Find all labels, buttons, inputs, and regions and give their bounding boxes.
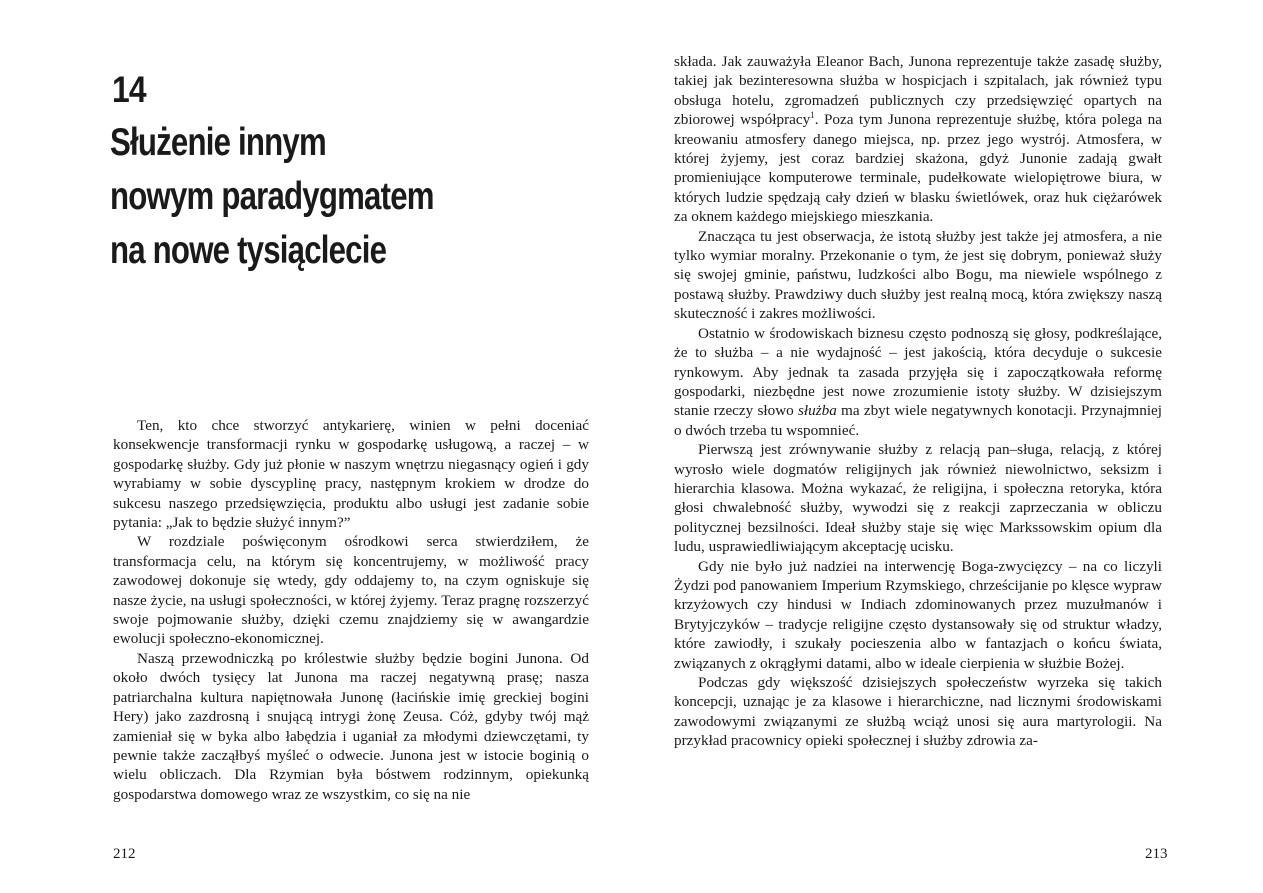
paragraph	[674, 324, 1162, 440]
paragraph-text: Ostatnio w środowiskach biznesu często podnoszą się głosy, podkreślające, że to służba – a nie wydajność – jest jakością, która decyduje o sukcesie rynkowym. Aby jednak ta zasada przyjęła się i zapoczątkowała reformę gospodarki, niezbędne jest nowe zrozumienie istoty służby. W dzisiejszym stanie rzeczy słowo	[674, 324, 1162, 420]
footnote-mark[interactable]: 1	[810, 110, 815, 121]
page-number-left: 212	[113, 846, 136, 862]
left-page	[0, 0, 631, 893]
paragraph: W rozdziale poświęconym ośrodkowi serca stwierdziłem, że transformacja celu, na którym się koncentrujemy, w możliwość pracy zawodowej dokonuje się wtedy, gdy oddajemy to, na czym ogniskuje się nasze życie, na usługi społeczności, w której żyjemy. Teraz pragnę rozszerzyć swoje pojmowanie służby, dzięki czemu znajdziemy się w awangardzie ewolucji społeczno-ekonomicznej.	[113, 533, 589, 648]
paragraph-text: składa. Jak zauważyła Eleanor Bach, Junona reprezentuje także zasadę służby, takiej jak bezinteresowna służba w hospicjach i szpitalach, jak również typu obsługa hotelu, zgromadzeń publicznych czy przedsięwzięć opartych na zbiorowej współpracy	[674, 53, 1162, 129]
chapter-title-line-1: Służenie innym	[110, 121, 326, 164]
chapter-title	[110, 116, 478, 278]
paragraph: Znacząca tu jest obserwacja, że istotą służby jest także jej atmosfera, a nie tylko wymiar moralny. Przekonanie o tym, że jest się dobrym, ponieważ służy się swojej gminie, państwu, ludzkości albo Bogu, ma niewiele wspólnego z postawą służby. Prawdziwy duch służby jest realną mocą, która zwiększy naszą skuteczność i zakres możliwości.	[674, 227, 1162, 323]
paragraph-text: . Poza tym Junona reprezentuje służbę, która polega na kreowaniu atmosfery danego miejsca, np. przez jego wystrój. Atmosfera, w której żyjemy, jest coraz bardziej skażona, gdyż Junonie zadają gwałt promieniujące komputerowe terminale, pudełkowate wielopiętrowe biura, w których ludzie spędzają cały dzień w blasku świetlówek, oraz huk ciężarówek za oknem każdego miejskiego mieszkania.	[674, 111, 1162, 226]
paragraph: Podczas gdy większość dzisiejszych społeczeństw wyrzeka się takich koncepcji, uznając je za klasowe i hierarchiczne, nad licznymi środowiskami zawodowymi związanymi ze służbą wciąż unosi się aura martyrologii. Na przykład pracownicy opieki społecznej i służby zdrowia za-	[674, 674, 1162, 750]
paragraph: Pierwszą jest zrównywanie służby z relacją pan–sługa, relacją, z której wyrosło wiele dogmatów religijnych jak również niewolnictwo, seksizm i hierarchia klasowa. Można wykazać, że religijna, i społeczna retoryka, która głosi chwalebność służby, wywodzi się z reakcji zaprzeczania w obliczu politycznej bezsilności. Ideał służby staje się więc Markssowskim opium dla ludu, usprawiedliwiającym akceptację ucisku.	[674, 441, 1162, 556]
chapter-number: 14	[112, 69, 146, 110]
paragraph-text: ma zbyt wiele negatywnych konotacji. Przynajmniej o dwóch trzeba tu wspomnieć.	[674, 402, 1163, 439]
paragraph	[674, 52, 1162, 227]
paragraph: Gdy nie było już nadziei na interwencję Boga-zwycięzcy – na co liczyli Żydzi pod panowaniem Imperium Rzymskiego, chrześcijanie po klęsce wypraw krzyżowych czy hindusi w Indiach zdominowanych przez muzułmanów i Brytyjczyków – tradycje religijne często dystansowały się od struktur władzy, które zawiodły, i szukały pocieszenia albo w fantazjach o końcu świata, związanych z okrągłymi datami, albo w ideale cierpienia w służbie Bożej.	[674, 557, 1162, 672]
page-number-right: 213	[1145, 846, 1168, 862]
paragraph: Naszą przewodniczką po królestwie służby będzie bogini Junona. Od około dwóch tysięcy lat Junona ma raczej negatywną prasę; nasza patriarchalna kultura napiętnowała Junonę (łacińskie imię greckiej bogini Hery) jako zazdrosną i snującą intrygi żonę Zeusa. Cóż, gdyby twój mąż zamieniał się w byka albo łabędzia i uganiał za młodymi dziewczętami, ty pewnie także zacząłbyś myśleć o odwecie. Junona jest w istocie boginią o wielu obliczach. Dla Rzymian była bóstwem rodzinnym, opiekunką gospodarstwa domowego wraz ze wszystkim, co się na nie	[113, 649, 589, 803]
left-body-text	[113, 416, 589, 804]
chapter-title-line-2: nowym paradygmatem	[110, 175, 434, 218]
chapter-title-line-3: na nowe tysiąclecie	[110, 229, 387, 272]
right-body-text	[674, 52, 1162, 751]
emphasized-word: służba	[798, 402, 837, 420]
paragraph: Ten, kto chce stworzyć antykarierę, winien w pełni doceniać konsekwencje transformacji rynku w gospodarkę usługową, a raczej – w gospodarkę służby. Gdy już płonie w naszym wnętrzu niegasnący ogień i gdy wyrabiamy w sobie dyscyplinę pracy, następnym krokiem w drodze do sukcesu naszego przedsięwzięcia, produktu albo usługi jest zadanie sobie pytania: „Jak to będzie służyć innym?”	[113, 417, 589, 532]
right-page	[632, 0, 1263, 893]
